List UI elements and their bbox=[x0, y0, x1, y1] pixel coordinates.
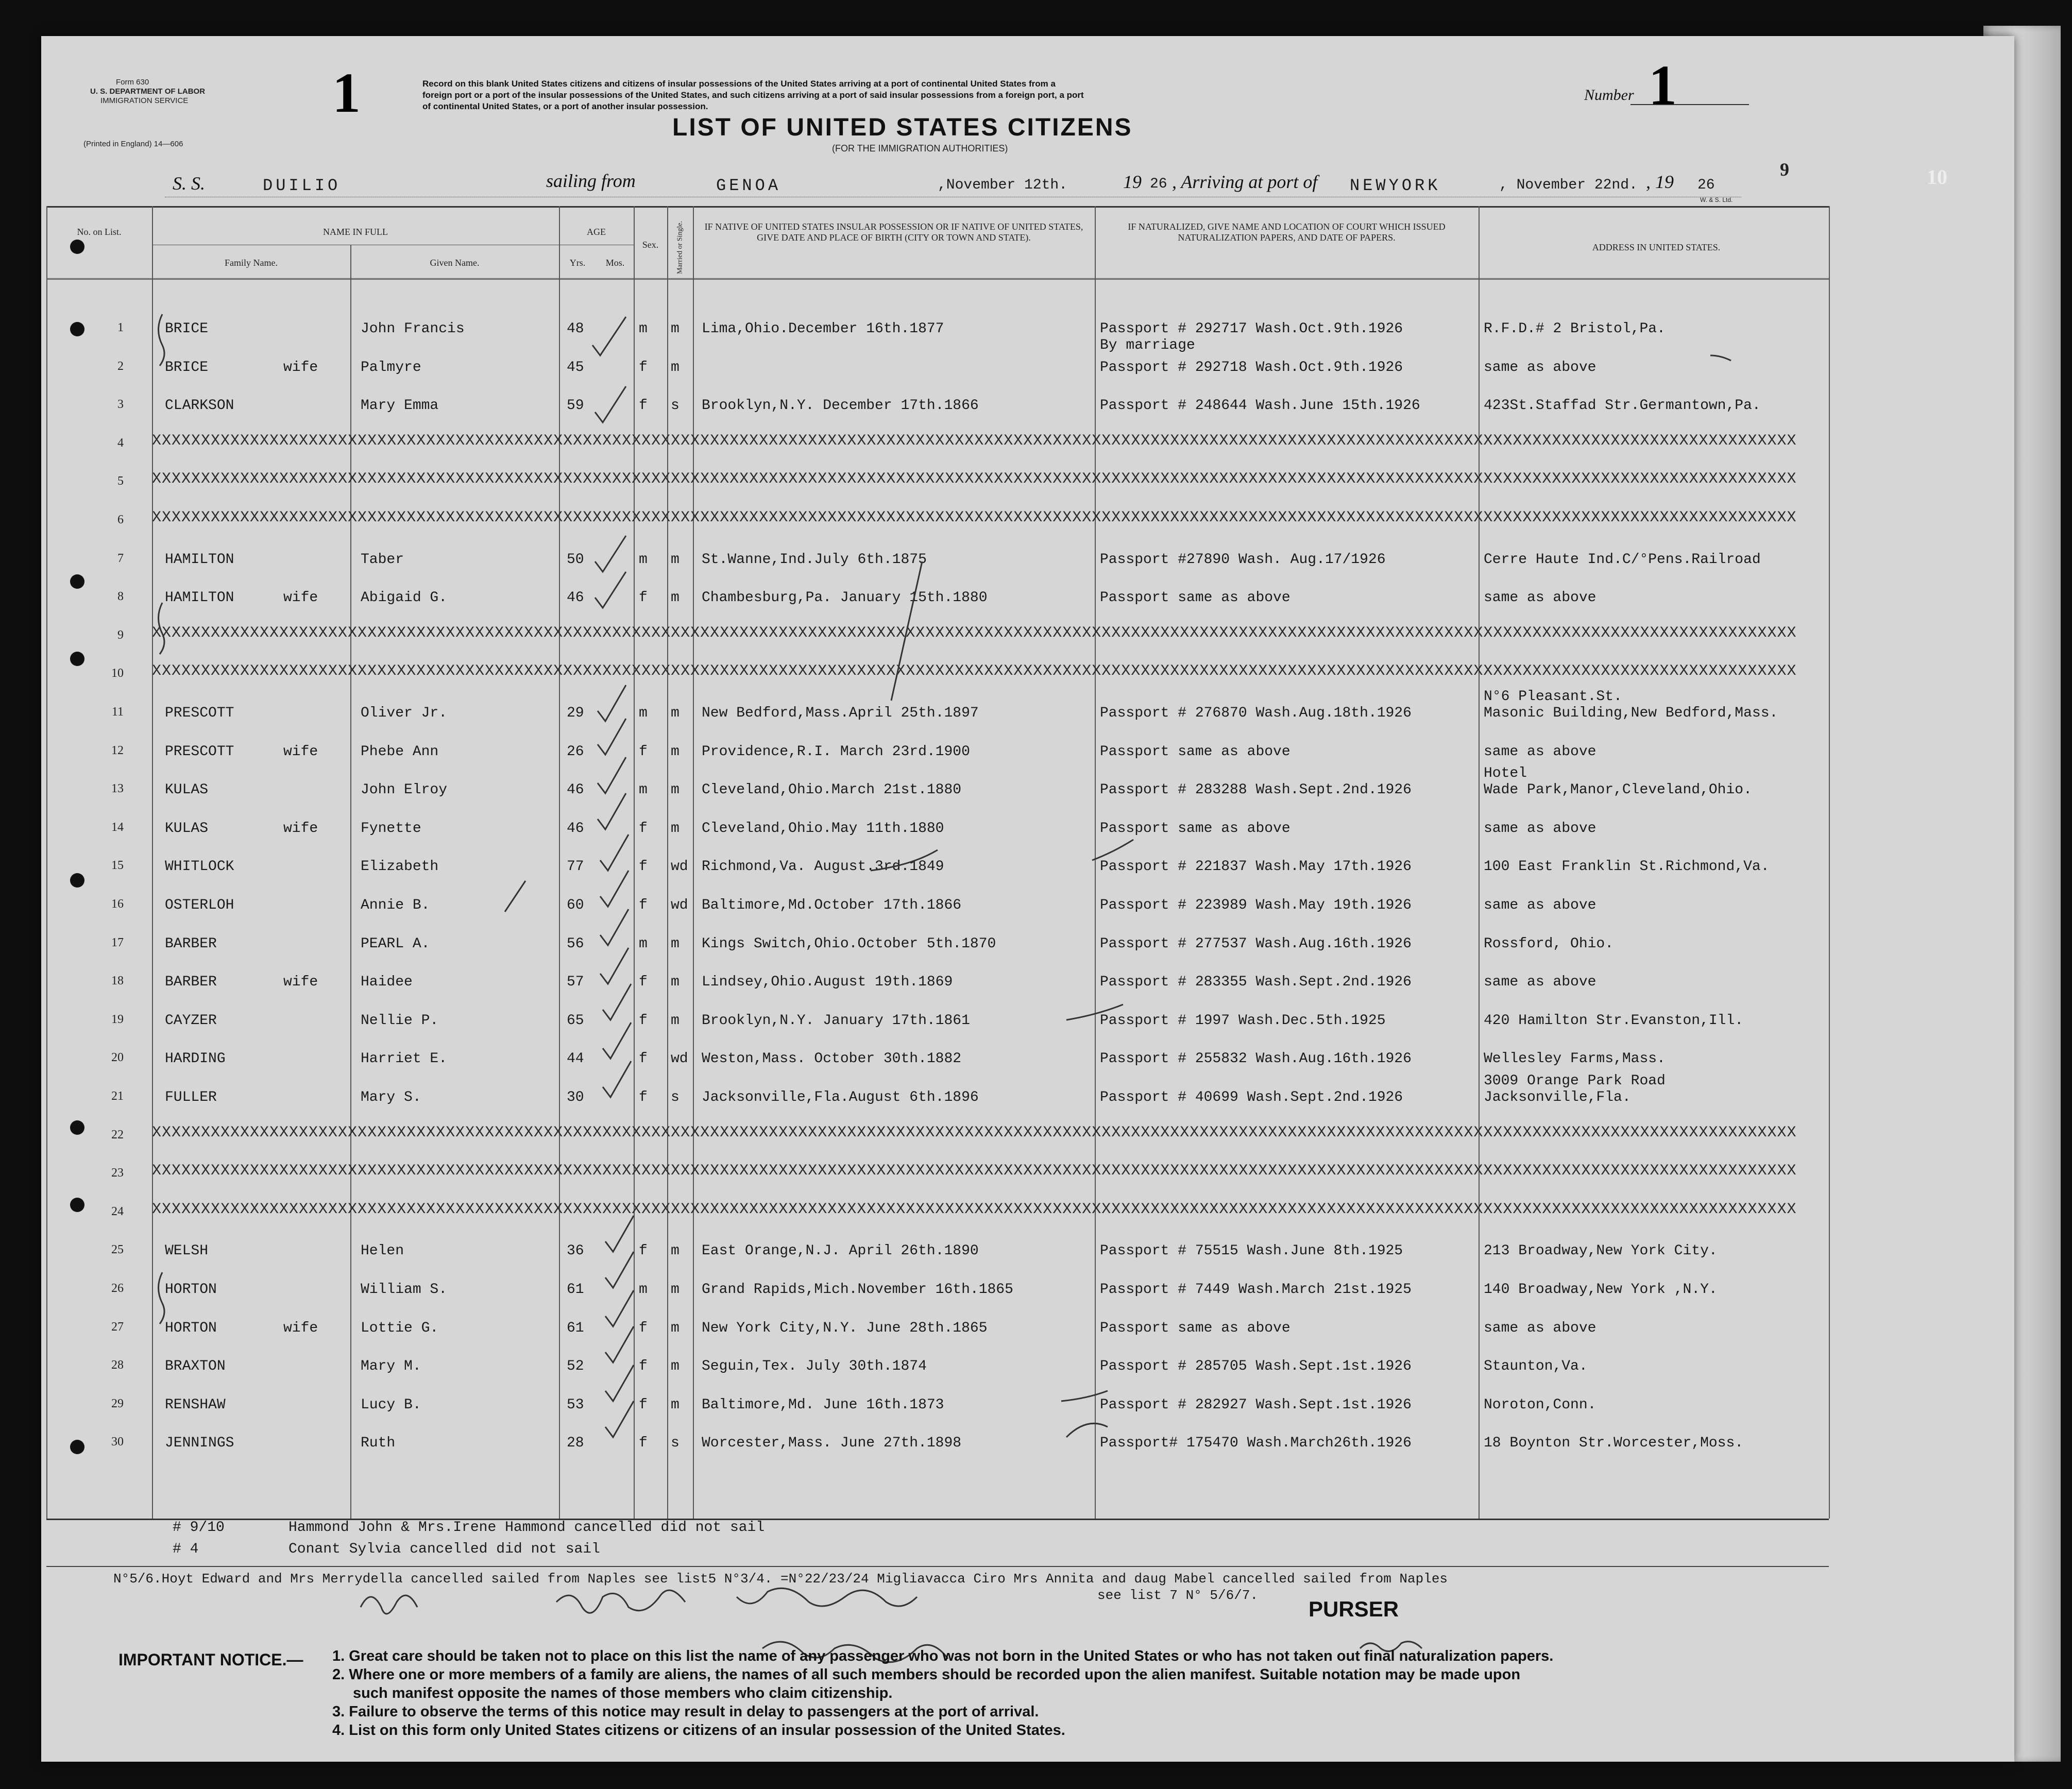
col-header-no: No. on List. bbox=[77, 227, 122, 237]
given-name: John Elroy bbox=[361, 782, 448, 798]
family-name: BRICE bbox=[165, 321, 209, 337]
age-years: 45 bbox=[567, 360, 584, 376]
sex: m bbox=[639, 936, 648, 952]
age-years: 46 bbox=[567, 782, 584, 798]
age-years: 30 bbox=[567, 1089, 584, 1105]
port-to: NEWYORK bbox=[1350, 176, 1441, 195]
us-address: same as above bbox=[1484, 1320, 1597, 1336]
sex: m bbox=[639, 321, 648, 337]
us-address: Cerre Haute Ind.C/°Pens.Railroad bbox=[1484, 552, 1761, 568]
header-notice-line: Record on this blank United States citizens and citizens of insular possessions of the United States arriving at a port of continental United States from a bbox=[422, 79, 1056, 89]
passport-papers: Passport same as above bbox=[1100, 744, 1290, 760]
row-number: 15 bbox=[111, 859, 124, 872]
marital-status: m bbox=[671, 1320, 680, 1336]
birth-place-date: New York City,N.Y. June 28th.1865 bbox=[702, 1320, 988, 1336]
strikeout-text: XXXXXXXXXXXXXXXXXXXXXXXXXXXXXXXXXXXXXXXXXXXXXXXXXXXXXXXXXXXXXXXXXXXXXXXXXXXXXXXXXXXXXXXXXXXXXXXXXXXXXXXXXXXXXXXXXXXXXXXXXXXXXXXXXXXXXXXXXXXXXXXXXXXXXXXXXXXXXXXXXXXXXXXX bbox=[152, 470, 1797, 488]
marital-status: m bbox=[671, 1013, 680, 1029]
marital-status: wd bbox=[671, 1051, 688, 1067]
year-from: 26 bbox=[1150, 176, 1167, 192]
row-number: 30 bbox=[111, 1435, 124, 1449]
date-from: ,November 12th. bbox=[938, 177, 1068, 193]
passport-papers: Passport same as above bbox=[1100, 590, 1290, 606]
sex: f bbox=[639, 1051, 648, 1067]
passport-papers: Passport # 7449 Wash.March 21st.1925 bbox=[1100, 1282, 1412, 1298]
row-number: 8 bbox=[117, 590, 124, 603]
family-name: HARDING bbox=[165, 1051, 226, 1067]
strikeout-text: XXXXXXXXXXXXXXXXXXXXXXXXXXXXXXXXXXXXXXXXXXXXXXXXXXXXXXXXXXXXXXXXXXXXXXXXXXXXXXXXXXXXXXXXXXXXXXXXXXXXXXXXXXXXXXXXXXXXXXXXXXXXXXXXXXXXXXXXXXXXXXXXXXXXXXXXXXXXXXXXXXXXXXXX bbox=[152, 1201, 1797, 1218]
marital-status: s bbox=[671, 1089, 680, 1105]
sex: f bbox=[639, 1358, 648, 1374]
family-name: PRESCOTT bbox=[165, 705, 234, 721]
age-years: 53 bbox=[567, 1397, 584, 1413]
row-number: 22 bbox=[111, 1128, 124, 1141]
footnote-ref: # 9/10 bbox=[173, 1520, 225, 1536]
given-name: John Francis bbox=[361, 321, 465, 337]
age-years: 56 bbox=[567, 936, 584, 952]
marital-status: m bbox=[671, 360, 680, 376]
birth-place-date: Grand Rapids,Mich.November 16th.1865 bbox=[702, 1282, 1013, 1298]
row-number: 27 bbox=[111, 1320, 124, 1334]
important-notice-label: IMPORTANT NOTICE.— bbox=[118, 1650, 303, 1669]
sex: f bbox=[639, 897, 648, 913]
header-notice-line: of continental United States, or a port of another insular possession. bbox=[422, 101, 708, 111]
sex: f bbox=[639, 1089, 648, 1105]
marital-status: m bbox=[671, 590, 680, 606]
age-years: 65 bbox=[567, 1013, 584, 1029]
row-number: 4 bbox=[117, 436, 124, 450]
birth-place-date: Lindsey,Ohio.August 19th.1869 bbox=[702, 974, 953, 990]
age-years: 36 bbox=[567, 1243, 584, 1259]
family-name: KULAS bbox=[165, 821, 209, 837]
marital-status: m bbox=[671, 974, 680, 990]
sex: m bbox=[639, 705, 648, 721]
passport-papers: Passport # 40699 Wash.Sept.2nd.1926 bbox=[1100, 1089, 1403, 1105]
given-name: Abigaid G. bbox=[361, 590, 448, 606]
row-number: 10 bbox=[111, 667, 124, 680]
col-header-mos: Mos. bbox=[605, 258, 625, 268]
given-name: Annie B. bbox=[361, 897, 430, 913]
given-name: Lottie G. bbox=[361, 1320, 439, 1336]
ss-label: S. S. bbox=[173, 173, 205, 194]
given-name: Mary M. bbox=[361, 1358, 421, 1374]
passport-papers: Passport # 248644 Wash.June 15th.1926 bbox=[1100, 398, 1420, 414]
number-label: Number bbox=[1584, 87, 1634, 104]
given-name: Harriet E. bbox=[361, 1051, 448, 1067]
row-number: 14 bbox=[111, 821, 124, 834]
important-notice-item: such manifest opposite the names of those members who claim citizenship. bbox=[353, 1685, 893, 1701]
us-address: same as above bbox=[1484, 897, 1597, 913]
sex: f bbox=[639, 859, 648, 875]
us-address: same as above bbox=[1484, 974, 1597, 990]
sex: m bbox=[639, 552, 648, 568]
marital-status: m bbox=[671, 782, 680, 798]
birth-place-date: Brooklyn,N.Y. December 17th.1866 bbox=[702, 398, 979, 414]
passport-papers: Passport # 285705 Wash.Sept.1st.1926 bbox=[1100, 1358, 1412, 1374]
col-header-naturalized: IF NATURALIZED, GIVE NAME AND LOCATION OF COURT WHICH ISSUED NATURALIZATION PAPERS, AND DATE OF PAPERS. bbox=[1128, 222, 1446, 243]
row-number: 5 bbox=[117, 474, 124, 488]
row-number: 3 bbox=[117, 398, 124, 411]
family-name: KULAS bbox=[165, 782, 209, 798]
marital-status: m bbox=[671, 744, 680, 760]
row-number: 11 bbox=[111, 705, 124, 719]
relation-note: wife bbox=[283, 821, 318, 837]
sailing-from-label: sailing from bbox=[546, 171, 636, 191]
birth-place-date: Cleveland,Ohio.March 21st.1880 bbox=[702, 782, 962, 798]
handwriting-marks bbox=[41, 36, 2014, 1762]
given-name: Palmyre bbox=[361, 360, 421, 376]
family-name: WELSH bbox=[165, 1243, 209, 1259]
passport-papers: Passport # 75515 Wash.June 8th.1925 bbox=[1100, 1243, 1403, 1259]
given-name: Mary S. bbox=[361, 1089, 421, 1105]
printed-note: (Printed in England) 14—606 bbox=[83, 140, 183, 148]
sex: m bbox=[639, 1282, 648, 1298]
marital-status: s bbox=[671, 398, 680, 414]
row-number: 13 bbox=[111, 782, 124, 795]
footnote-rule bbox=[46, 1566, 1829, 1567]
strikeout-text: XXXXXXXXXXXXXXXXXXXXXXXXXXXXXXXXXXXXXXXXXXXXXXXXXXXXXXXXXXXXXXXXXXXXXXXXXXXXXXXXXXXXXXXXXXXXXXXXXXXXXXXXXXXXXXXXXXXXXXXXXXXXXXXXXXXXXXXXXXXXXXXXXXXXXXXXXXXXXXXXXXXXXXXX bbox=[152, 432, 1797, 450]
us-address: Wade Park,Manor,Cleveland,Ohio. bbox=[1484, 782, 1752, 798]
passport-papers: Passport # 221837 Wash.May 17th.1926 bbox=[1100, 859, 1412, 875]
relation-note: wife bbox=[283, 590, 318, 606]
given-name: William S. bbox=[361, 1282, 448, 1298]
family-name: CLARKSON bbox=[165, 398, 234, 414]
marital-status: m bbox=[671, 321, 680, 337]
year-prefix: 19 bbox=[1123, 172, 1142, 192]
sex: f bbox=[639, 744, 648, 760]
marital-status: m bbox=[671, 1358, 680, 1374]
birth-place-date: Worcester,Mass. June 27th.1898 bbox=[702, 1435, 962, 1451]
sex: m bbox=[639, 782, 648, 798]
corner-page-10: 10 bbox=[1927, 165, 1947, 189]
age-years: 26 bbox=[567, 744, 584, 760]
us-address: same as above bbox=[1484, 821, 1597, 837]
age-years: 28 bbox=[567, 1435, 584, 1451]
department: U. S. DEPARTMENT OF LABOR bbox=[90, 87, 206, 96]
marital-status: m bbox=[671, 705, 680, 721]
age-years: 59 bbox=[567, 398, 584, 414]
sex: f bbox=[639, 1435, 648, 1451]
marital-status: wd bbox=[671, 897, 688, 913]
age-years: 57 bbox=[567, 974, 584, 990]
col-header-yrs: Yrs. bbox=[569, 258, 586, 268]
family-name: FULLER bbox=[165, 1089, 217, 1105]
passport-papers: Passport # 1997 Wash.Dec.5th.1925 bbox=[1100, 1013, 1386, 1029]
age-years: 46 bbox=[567, 821, 584, 837]
family-name: HORTON bbox=[165, 1320, 217, 1336]
birth-place-date: Chambesburg,Pa. January 15th.1880 bbox=[702, 590, 988, 606]
list-number-left: 1 bbox=[332, 61, 361, 124]
us-address: Rossford, Ohio. bbox=[1484, 936, 1614, 952]
family-name: OSTERLOH bbox=[165, 897, 234, 913]
address-line-top: Hotel bbox=[1484, 765, 1527, 781]
passport-papers: Passport same as above bbox=[1100, 821, 1290, 837]
arriving-label: , Arriving at port of bbox=[1172, 172, 1318, 192]
footnote-ref: # 4 bbox=[173, 1541, 199, 1557]
given-name: Haidee bbox=[361, 974, 413, 990]
us-address: Wellesley Farms,Mass. bbox=[1484, 1051, 1666, 1067]
page-title: LIST OF UNITED STATES CITIZENS bbox=[672, 114, 1133, 141]
given-name: Oliver Jr. bbox=[361, 705, 448, 721]
us-address: Jacksonville,Fla. bbox=[1484, 1089, 1631, 1105]
birth-place-date: Jacksonville,Fla.August 6th.1896 bbox=[702, 1089, 979, 1105]
age-years: 44 bbox=[567, 1051, 584, 1067]
marital-status: m bbox=[671, 1282, 680, 1298]
marital-status: m bbox=[671, 821, 680, 837]
us-address: same as above bbox=[1484, 590, 1597, 606]
family-name: CAYZER bbox=[165, 1013, 217, 1029]
birth-place-date: Richmond,Va. August.3rd.1849 bbox=[702, 859, 944, 875]
birth-place-date: Baltimore,Md. June 16th.1873 bbox=[702, 1397, 944, 1413]
birth-place-date: New Bedford,Mass.April 25th.1897 bbox=[702, 705, 979, 721]
us-address: 420 Hamilton Str.Evanston,Ill. bbox=[1484, 1013, 1744, 1029]
marital-status: m bbox=[671, 552, 680, 568]
passport-papers: Passport # 292717 Wash.Oct.9th.1926 bbox=[1100, 321, 1403, 337]
family-name: RENSHAW bbox=[165, 1397, 226, 1413]
birth-place-date: Providence,R.I. March 23rd.1900 bbox=[702, 744, 970, 760]
row-number: 7 bbox=[117, 552, 124, 565]
us-address: same as above bbox=[1484, 360, 1597, 376]
age-years: 50 bbox=[567, 552, 584, 568]
row-number: 24 bbox=[111, 1205, 124, 1218]
year-prefix-2: , 19 bbox=[1646, 172, 1674, 192]
col-header-age: AGE bbox=[587, 227, 606, 237]
passport-papers: Passport #27890 Wash. Aug.17/1926 bbox=[1100, 552, 1386, 568]
col-header-sex: Sex. bbox=[642, 240, 659, 250]
row-number: 2 bbox=[117, 360, 124, 373]
passport-papers: Passport # 223989 Wash.May 19th.1926 bbox=[1100, 897, 1412, 913]
important-notice-item: 3. Failure to observe the terms of this notice may result in delay to passengers at the port of arrival. bbox=[332, 1703, 1039, 1720]
passport-papers-note: By marriage bbox=[1100, 337, 1195, 353]
given-name: Taber bbox=[361, 552, 404, 568]
marital-status: wd bbox=[671, 859, 688, 875]
strikeout-text: XXXXXXXXXXXXXXXXXXXXXXXXXXXXXXXXXXXXXXXXXXXXXXXXXXXXXXXXXXXXXXXXXXXXXXXXXXXXXXXXXXXXXXXXXXXXXXXXXXXXXXXXXXXXXXXXXXXXXXXXXXXXXXXXXXXXXXXXXXXXXXXXXXXXXXXXXXXXXXXXXXXXXXXX bbox=[152, 1162, 1797, 1180]
family-name: WHITLOCK bbox=[165, 859, 234, 875]
family-name: HAMILTON bbox=[165, 552, 234, 568]
marital-status: m bbox=[671, 1397, 680, 1413]
us-address: R.F.D.# 2 Bristol,Pa. bbox=[1484, 321, 1666, 337]
relation-note: wife bbox=[283, 360, 318, 376]
given-name: Fynette bbox=[361, 821, 421, 837]
row-number: 6 bbox=[117, 513, 124, 526]
service: IMMIGRATION SERVICE bbox=[100, 96, 189, 105]
us-address: 140 Broadway,New York ,N.Y. bbox=[1484, 1282, 1718, 1298]
year-to: 26 bbox=[1697, 177, 1715, 193]
given-name: Nellie P. bbox=[361, 1013, 439, 1029]
sex: f bbox=[639, 1397, 648, 1413]
col-header-address: ADDRESS IN UNITED STATES. bbox=[1592, 242, 1721, 252]
row-number: 26 bbox=[111, 1282, 124, 1295]
passport-papers: Passport # 283355 Wash.Sept.2nd.1926 bbox=[1100, 974, 1412, 990]
family-name: JENNINGS bbox=[165, 1435, 234, 1451]
birth-place-date: Weston,Mass. October 30th.1882 bbox=[702, 1051, 962, 1067]
page-subtitle: (FOR THE IMMIGRATION AUTHORITIES) bbox=[832, 143, 1008, 154]
sex: f bbox=[639, 360, 648, 376]
age-years: 61 bbox=[567, 1282, 584, 1298]
family-name: BRAXTON bbox=[165, 1358, 226, 1374]
passport-papers: Passport # 282927 Wash.Sept.1st.1926 bbox=[1100, 1397, 1412, 1413]
footnote-line: Conant Sylvia cancelled did not sail bbox=[288, 1541, 600, 1557]
passport-papers: Passport# 175470 Wash.March26th.1926 bbox=[1100, 1435, 1412, 1451]
given-name: Phebe Ann bbox=[361, 744, 439, 760]
age-years: 48 bbox=[567, 321, 584, 337]
passport-papers: Passport # 283288 Wash.Sept.2nd.1926 bbox=[1100, 782, 1412, 798]
col-header-married: Married or Single. bbox=[676, 220, 684, 275]
passport-papers: Passport # 277537 Wash.Aug.16th.1926 bbox=[1100, 936, 1412, 952]
address-line-top: 3009 Orange Park Road bbox=[1484, 1073, 1666, 1089]
sex: f bbox=[639, 821, 648, 837]
sex: f bbox=[639, 1243, 648, 1259]
birth-place-date: St.Wanne,Ind.July 6th.1875 bbox=[702, 552, 927, 568]
strikeout-text: XXXXXXXXXXXXXXXXXXXXXXXXXXXXXXXXXXXXXXXXXXXXXXXXXXXXXXXXXXXXXXXXXXXXXXXXXXXXXXXXXXXXXXXXXXXXXXXXXXXXXXXXXXXXXXXXXXXXXXXXXXXXXXXXXXXXXXXXXXXXXXXXXXXXXXXXXXXXXXXXXXXXXXXX bbox=[152, 509, 1797, 526]
passport-papers: Passport # 276870 Wash.Aug.18th.1926 bbox=[1100, 705, 1412, 721]
relation-note: wife bbox=[283, 1320, 318, 1336]
list-number-right: 1 bbox=[1649, 54, 1677, 116]
marital-status: s bbox=[671, 1435, 680, 1451]
passport-papers: Passport same as above bbox=[1100, 1320, 1290, 1336]
passport-papers: Passport # 255832 Wash.Aug.16th.1926 bbox=[1100, 1051, 1412, 1067]
row-number: 21 bbox=[111, 1089, 124, 1103]
strikeout-text: XXXXXXXXXXXXXXXXXXXXXXXXXXXXXXXXXXXXXXXXXXXXXXXXXXXXXXXXXXXXXXXXXXXXXXXXXXXXXXXXXXXXXXXXXXXXXXXXXXXXXXXXXXXXXXXXXXXXXXXXXXXXXXXXXXXXXXXXXXXXXXXXXXXXXXXXXXXXXXXXXXXXXXXX bbox=[152, 624, 1797, 642]
given-name: Mary Emma bbox=[361, 398, 439, 414]
family-name: BARBER bbox=[165, 936, 217, 952]
col-header-name: NAME IN FULL bbox=[323, 227, 388, 237]
age-years: 46 bbox=[567, 590, 584, 606]
col-header-family: Family Name. bbox=[225, 258, 278, 268]
row-number: 16 bbox=[111, 897, 124, 911]
important-notice-item: 4. List on this form only United States citizens or citizens of an insular possession of the United States. bbox=[332, 1722, 1065, 1739]
col-header-given: Given Name. bbox=[430, 258, 480, 268]
birth-place-date: Kings Switch,Ohio.October 5th.1870 bbox=[702, 936, 996, 952]
row-number: 23 bbox=[111, 1166, 124, 1180]
date-to: , November 22nd. bbox=[1499, 177, 1638, 193]
birth-place-date: Lima,Ohio.December 16th.1877 bbox=[702, 321, 944, 337]
port-from: GENOA bbox=[716, 176, 782, 195]
relation-note: wife bbox=[283, 744, 318, 760]
row-number: 20 bbox=[111, 1051, 124, 1064]
important-notice-item: 2. Where one or more members of a family are aliens, the names of all such members should be recorded upon the alien manifest. Suitable notation may be made upon bbox=[332, 1666, 1521, 1683]
row-number: 28 bbox=[111, 1358, 124, 1372]
us-address: Noroton,Conn. bbox=[1484, 1397, 1597, 1413]
footnote-line: N°5/6.Hoyt Edward and Mrs Merrydella cancelled sailed from Naples see list5 N°3/4. =N°22/23/24 Migliavacca Ciro Mrs Annita and daug Mabel cancelled sailed from Naples bbox=[113, 1571, 1448, 1587]
sex: f bbox=[639, 974, 648, 990]
us-address: Staunton,Va. bbox=[1484, 1358, 1588, 1374]
age-years: 61 bbox=[567, 1320, 584, 1336]
passport-papers: Passport # 292718 Wash.Oct.9th.1926 bbox=[1100, 360, 1403, 376]
birth-place-date: Seguin,Tex. July 30th.1874 bbox=[702, 1358, 927, 1374]
row-number: 1 bbox=[117, 321, 124, 334]
given-name: Helen bbox=[361, 1243, 404, 1259]
given-name: Elizabeth bbox=[361, 859, 439, 875]
row-number: 18 bbox=[111, 974, 124, 987]
family-name: BARBER bbox=[165, 974, 217, 990]
us-address: same as above bbox=[1484, 744, 1597, 760]
row-number: 25 bbox=[111, 1243, 124, 1256]
age-years: 52 bbox=[567, 1358, 584, 1374]
form-number: Form 630 bbox=[116, 78, 149, 87]
us-address: 423St.Staffad Str.Germantown,Pa. bbox=[1484, 398, 1761, 414]
manifest-sheet bbox=[41, 36, 2014, 1762]
marital-status: m bbox=[671, 1243, 680, 1259]
col-header-birth: IF NATIVE OF UNITED STATES INSULAR POSSESSION OR IF NATIVE OF UNITED STATES, GIVE DATE AND PLACE OF BIRTH (CITY OR TOWN AND STATE). bbox=[704, 222, 1083, 243]
age-years: 60 bbox=[567, 897, 584, 913]
given-name: Ruth bbox=[361, 1435, 396, 1451]
birth-place-date: Cleveland,Ohio.May 11th.1880 bbox=[702, 821, 944, 837]
strikeout-text: XXXXXXXXXXXXXXXXXXXXXXXXXXXXXXXXXXXXXXXXXXXXXXXXXXXXXXXXXXXXXXXXXXXXXXXXXXXXXXXXXXXXXXXXXXXXXXXXXXXXXXXXXXXXXXXXXXXXXXXXXXXXXXXXXXXXXXXXXXXXXXXXXXXXXXXXXXXXXXXXXXXXXXXX bbox=[152, 662, 1797, 680]
ship-name: DUILIO bbox=[263, 176, 341, 195]
us-address: Masonic Building,New Bedford,Mass. bbox=[1484, 705, 1778, 721]
row-number: 19 bbox=[111, 1013, 124, 1026]
family-name: HORTON bbox=[165, 1282, 217, 1298]
relation-note: wife bbox=[283, 974, 318, 990]
address-line-top: N°6 Pleasant.St. bbox=[1484, 689, 1622, 705]
header-notice-line: foreign port or a port of the insular possessions of the United States, and such citizens arriving at a port of said insular possessions from a foreign port, a port bbox=[422, 90, 1084, 100]
row-number: 12 bbox=[111, 744, 124, 757]
birth-place-date: Brooklyn,N.Y. January 17th.1861 bbox=[702, 1013, 970, 1029]
footnote-line: see list 7 N° 5/6/7. bbox=[1097, 1588, 1259, 1603]
birth-place-date: East Orange,N.J. April 26th.1890 bbox=[702, 1243, 979, 1259]
sex: f bbox=[639, 590, 648, 606]
family-name: HAMILTON bbox=[165, 590, 234, 606]
age-years: 29 bbox=[567, 705, 584, 721]
birth-place-date: Baltimore,Md.October 17th.1866 bbox=[702, 897, 962, 913]
given-name: Lucy B. bbox=[361, 1397, 421, 1413]
family-name: PRESCOTT bbox=[165, 744, 234, 760]
purser-label: PURSER bbox=[1309, 1597, 1399, 1621]
strikeout-text: XXXXXXXXXXXXXXXXXXXXXXXXXXXXXXXXXXXXXXXXXXXXXXXXXXXXXXXXXXXXXXXXXXXXXXXXXXXXXXXXXXXXXXXXXXXXXXXXXXXXXXXXXXXXXXXXXXXXXXXXXXXXXXXXXXXXXXXXXXXXXXXXXXXXXXXXXXXXXXXXXXXXXXXX bbox=[152, 1124, 1797, 1141]
footnote-line: Hammond John & Mrs.Irene Hammond cancelled did not sail bbox=[288, 1520, 765, 1536]
sex: f bbox=[639, 1320, 648, 1336]
marital-status: m bbox=[671, 936, 680, 952]
us-address: 213 Broadway,New York City. bbox=[1484, 1243, 1718, 1259]
family-name: BRICE bbox=[165, 360, 209, 376]
row-number: 17 bbox=[111, 936, 124, 949]
us-address: 100 East Franklin St.Richmond,Va. bbox=[1484, 859, 1770, 875]
age-years: 77 bbox=[567, 859, 584, 875]
us-address: 18 Boynton Str.Worcester,Moss. bbox=[1484, 1435, 1744, 1451]
important-notice-item: 1. Great care should be taken not to place on this list the name of any passenger who was not born in the United States or who has not taken out final naturalization papers. bbox=[332, 1648, 1554, 1664]
given-name: PEARL A. bbox=[361, 936, 430, 952]
sex: f bbox=[639, 1013, 648, 1029]
row-number: 29 bbox=[111, 1397, 124, 1410]
corner-page-9: 9 bbox=[1780, 159, 1789, 180]
sex: f bbox=[639, 398, 648, 414]
printer-mark: W. & S. Ltd. bbox=[1700, 196, 1733, 203]
row-number: 9 bbox=[117, 628, 124, 642]
